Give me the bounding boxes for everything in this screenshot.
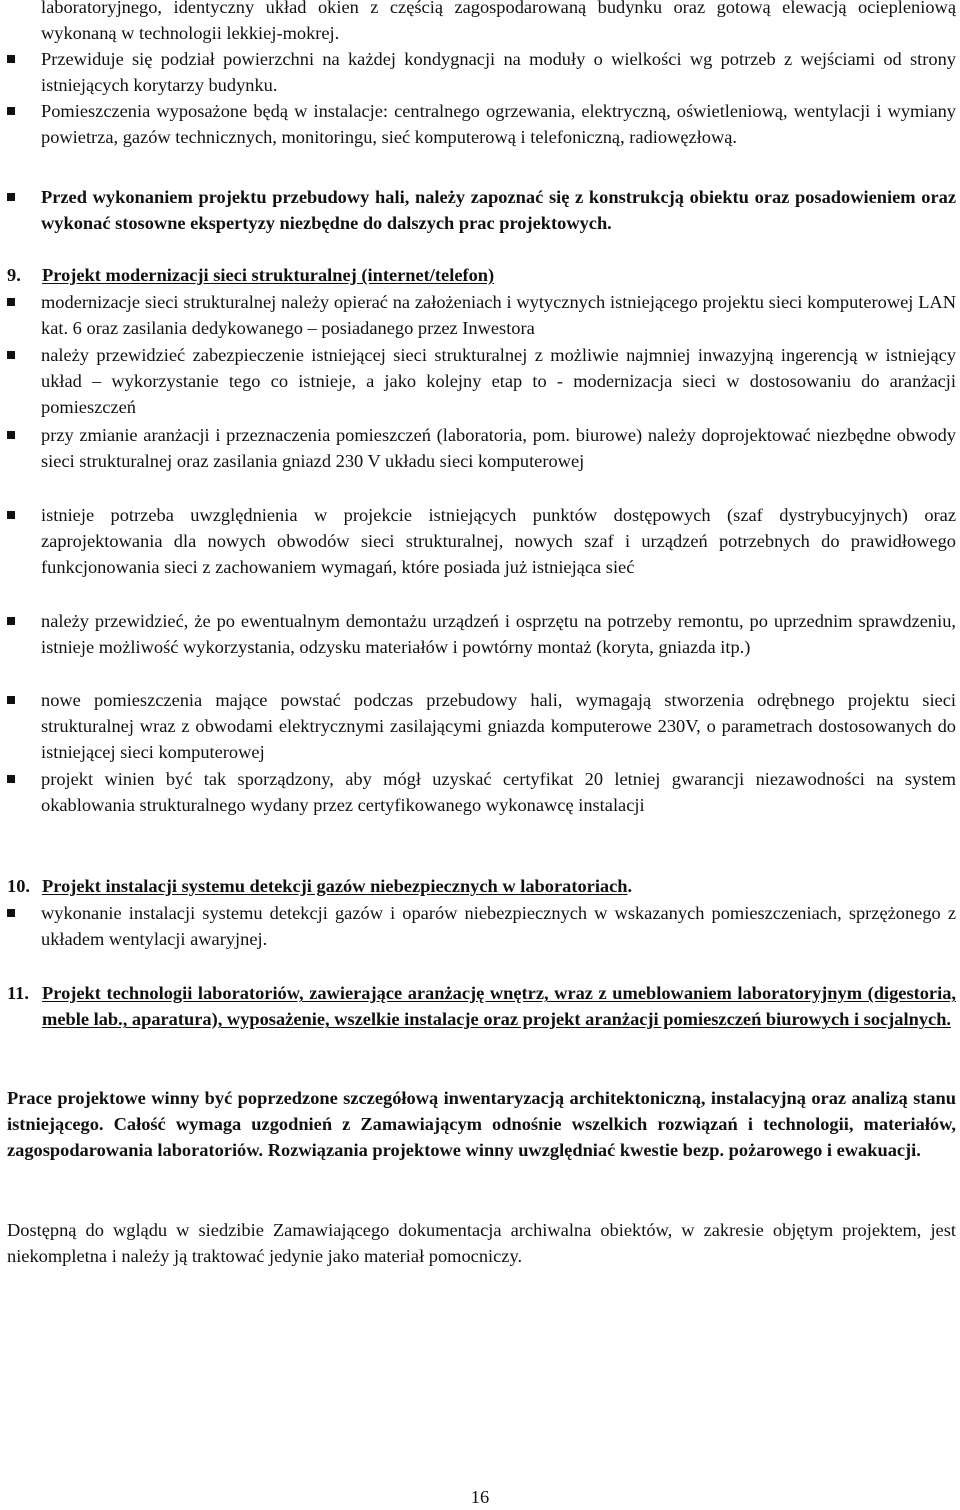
square-bullet-icon <box>7 909 15 917</box>
section-title: Projekt modernizacji sieci strukturalnej (internet/telefon) <box>42 265 495 285</box>
list-item <box>0 98 956 150</box>
list-item-text: Przewiduje się podział powierzchni na każdej kondygnacji na moduły o wielkości wg potrzeb z wejściami od strony istniejących korytarzy budynku. <box>41 49 956 96</box>
square-bullet-icon <box>7 617 15 625</box>
section-number: 10. <box>7 876 30 896</box>
square-bullet-icon <box>7 511 15 519</box>
list-item <box>0 342 956 421</box>
list-item-text: należy przewidzieć zabezpieczenie istniejącej sieci strukturalnej z możliwie najmniej inwazyjną ingerencją w istniejący układ – wykorzystanie tego co istnieje, a jako kolejny etap to - modernizacja sieci w dostosowaniu do aranżacji pomieszczeń <box>41 345 956 418</box>
list-item-text: projekt winien być tak sporządzony, aby mógł uzyskać certyfikat 20 letniej gwarancji niezawodności na system okablowania strukturalnego wydany przez certyfikowanego wykonawcę instalacji <box>41 769 956 816</box>
list-item <box>0 289 956 341</box>
square-bullet-icon <box>7 696 15 704</box>
list-item <box>0 900 956 952</box>
list-item <box>0 766 956 818</box>
list-item-text: należy przewidzieć, że po ewentualnym demontażu urządzeń i osprzętu na potrzeby remontu, po uprzednim sprawdzeniu, istnieje możliwość wykorzystania, odzysku materiałów i powtórny montaż (koryta, gniazda itp.) <box>41 611 956 658</box>
list-item-text: przy zmianie aranżacji i przeznaczenia pomieszczeń (laboratoria, pom. biurowe) należy doprojektować niezbędne obwody sieci strukturalnej oraz zasilania gniazd 230 V układu sieci komputerowej <box>41 425 956 472</box>
list-item <box>0 687 956 766</box>
list-item <box>0 184 956 236</box>
list-item-text: wykonanie instalacji systemu detekcji gazów i oparów niebezpiecznych w wskazanych pomieszczeniach, sprzężonego z układem wentylacji awaryjnej. <box>41 903 956 950</box>
list-item <box>0 502 956 581</box>
square-bullet-icon <box>7 351 15 359</box>
section-title: Projekt technologii laboratoriów, zawierające aranżację wnętrz, wraz z umeblowaniem laboratoryjnym (digestoria, meble lab., aparatura), wyposażenie, wszelkie instalacje oraz projekt aranżacji pomieszczeń biurowych i socjalnych. <box>42 983 956 1030</box>
square-bullet-icon <box>7 193 15 201</box>
square-bullet-icon <box>7 107 15 115</box>
continuation-text: laboratoryjnego, identyczny układ okien z częścią zagospodarowaną budynku oraz gotową elewacją ociepleniową wykonaną w technologii lekkiej-mokrej. <box>41 0 956 44</box>
list-item-text: nowe pomieszczenia mające powstać podczas przebudowy hali, wymagają stworzenia odrębnego projektu sieci strukturalnej wraz z obwodami elektrycznymi zasilającymi gniazda komputerowe 230V, o parametrach dostosowanych do istniejącej sieci komputerowej <box>41 690 956 763</box>
closing-bold-paragraph: Prace projektowe winny być poprzedzone szczegółową inwentaryzacją architektoniczną, instalacyjną oraz analizą stanu istniejącego. Całość wymaga uzgodnień z Zamawiającym odnośnie wszelkich rozwiązań i technologii, materiałów, zagospodarowania laboratoriów. Rozwiązania projektowe winny uwzględniać kwestie bezp. pożarowego i ewakuacji. <box>7 1088 956 1161</box>
section-number: 11. <box>7 983 29 1003</box>
list-item <box>0 422 956 474</box>
square-bullet-icon <box>7 298 15 306</box>
section-title: Projekt instalacji systemu detekcji gazów niebezpiecznych w laboratoriach <box>42 876 628 896</box>
section-10-heading <box>7 873 956 899</box>
list-item-text: istnieje potrzeba uwzględnienia w projekcie istniejących punktów dostępowych (szaf dystrybucyjnych) oraz zaprojektowania dla nowych obwodów sieci strukturalnej, nowych szaf i urządzeń potrzebnych do prawidłowego funkcjonowania sieci z zachowaniem wymagań, które posiada już istniejąca sieć <box>41 505 956 578</box>
list-item-text: Pomieszczenia wyposażone będą w instalacje: centralnego ogrzewania, elektryczną, oświetleniową, wentylacji i wymiany powietrza, gazów technicznych, monitoringu, sieć komputerową i telefoniczną, radiowęzłową. <box>41 101 956 148</box>
closing-paragraph: Dostępną do wglądu w siedzibie Zamawiającego dokumentacja archiwalna obiektów, w zakresie objętym projektem, jest niekompletna i należy ją traktować jedynie jako materiał pomocniczy. <box>7 1220 956 1267</box>
section-number: 9. <box>7 265 21 285</box>
section-11-heading <box>7 980 956 1032</box>
list-item-text: Przed wykonaniem projektu przebudowy hali, należy zapoznać się z konstrukcją obiektu oraz posadowieniem oraz wykonać stosowne ekspertyzy niezbędne do dalszych prac projektowych. <box>41 187 956 234</box>
square-bullet-icon <box>7 55 15 63</box>
list-item-text: modernizacje sieci strukturalnej należy opierać na założeniach i wytycznych istniejącego projektu sieci komputerowej LAN kat. 6 oraz zasilania dedykowanego – posiadanego przez Inwestora <box>41 292 956 339</box>
list-item <box>0 46 956 98</box>
section-title-period: . <box>627 876 633 896</box>
page-number: 16 <box>470 1487 490 1507</box>
list-item <box>0 608 956 660</box>
square-bullet-icon <box>7 775 15 783</box>
square-bullet-icon <box>7 431 15 439</box>
section-9-heading <box>7 262 956 288</box>
